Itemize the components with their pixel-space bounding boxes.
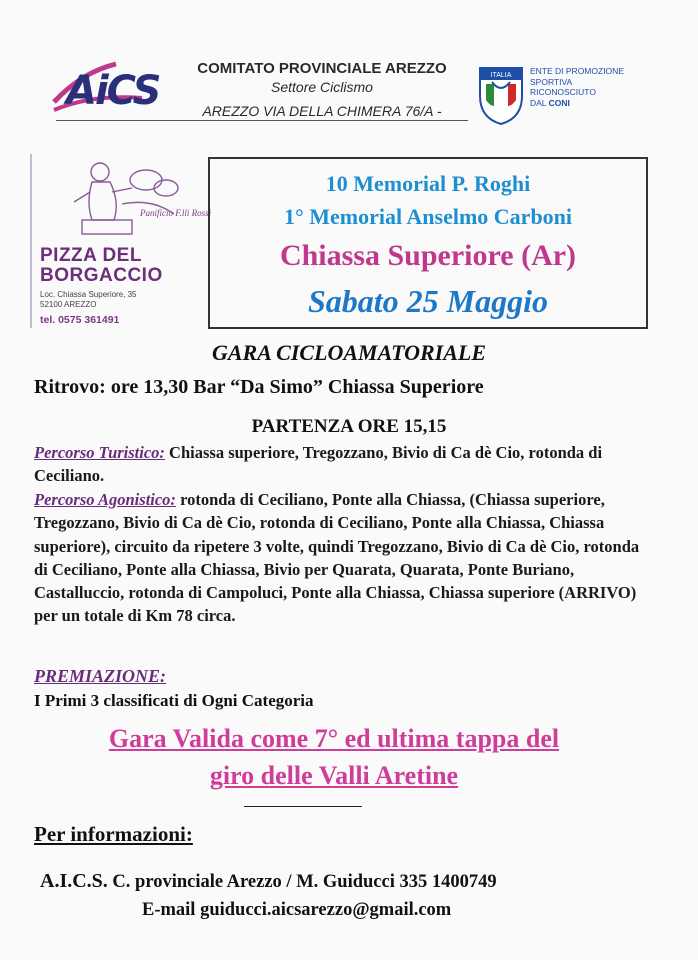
meeting-point bbox=[34, 376, 484, 399]
committee-title: COMITATO PROVINCIALE AREZZO bbox=[197, 60, 447, 77]
aics-logo-text: AiCS bbox=[66, 68, 160, 114]
header-divider bbox=[56, 120, 468, 121]
valid-stage-notice bbox=[0, 720, 668, 794]
contact-email[interactable]: E-mail guiducci.aicsarezzo@gmail.com bbox=[142, 900, 452, 920]
pizzeria-name-line2: BORGACCIO bbox=[40, 265, 163, 286]
memorial-carboni: 1° Memorial Anselmo Carboni bbox=[283, 204, 573, 229]
info-heading: Per informazioni: bbox=[34, 822, 193, 846]
tourist-route bbox=[34, 441, 644, 488]
coni-line-2: SPORTIVA bbox=[530, 76, 573, 87]
coni-badge-text: ITALIA bbox=[490, 72, 512, 79]
competitive-route-label: Percorso Agonistico: bbox=[34, 490, 176, 509]
section-divider bbox=[244, 806, 362, 807]
ritrovo-text: ore 13,30 Bar “Da Simo” Chiassa Superiore bbox=[105, 376, 484, 398]
awards-text: I Primi 3 classificati di Ogni Categoria bbox=[34, 691, 314, 710]
tourist-route-text: Chiassa superiore, Tregozzano, Bivio di Ca dè Cio, rotonda di Ceciliano. bbox=[34, 443, 603, 486]
valid-stage-line1: Gara Valida come 7° ed ultima tappa del bbox=[108, 724, 560, 753]
coni-line-1: ENTE DI PROMOZIONE bbox=[530, 66, 624, 76]
pizzeria-name-line1: PIZZA DEL bbox=[40, 245, 142, 266]
contact-line bbox=[40, 870, 497, 893]
bakery-logo-icon bbox=[62, 158, 212, 242]
coni-line-3: RICONOSCIUTO bbox=[530, 87, 596, 97]
pizzeria-address-line1: Loc. Chiassa Superiore, 35 bbox=[40, 290, 137, 299]
competitive-route bbox=[34, 488, 644, 628]
start-time: PARTENZA ORE 15,15 bbox=[251, 416, 447, 437]
event-location: Chiassa Superiore (Ar) bbox=[279, 239, 577, 272]
contact-org: A.I.C.S. bbox=[40, 870, 108, 892]
event-date: Sabato 25 Maggio bbox=[307, 283, 549, 319]
coni-dal: DAL bbox=[530, 97, 547, 108]
pizzeria-address-line2: 52100 AREZZO bbox=[40, 300, 97, 309]
race-type: GARA CICLOAMATORIALE bbox=[211, 340, 487, 365]
coni-shield-icon bbox=[478, 66, 524, 126]
coni-name: CONI bbox=[548, 97, 570, 108]
contact-details: C. provinciale Arezzo / M. Guiducci 335 1400749 bbox=[107, 872, 497, 892]
pizzeria-name bbox=[40, 246, 163, 286]
sector-subtitle: Settore Ciclismo bbox=[271, 79, 373, 95]
ritrovo-label: Ritrovo: bbox=[34, 376, 106, 398]
committee-address: AREZZO VIA DELLA CHIMERA 76/A - bbox=[202, 103, 442, 119]
aics-swoosh-icon bbox=[52, 58, 170, 120]
pizzeria-phone: tel. 0575 361491 bbox=[40, 314, 120, 326]
awards-heading: PREMIAZIONE: bbox=[34, 666, 167, 686]
pizzeria-address bbox=[40, 290, 137, 310]
valid-stage-line2: giro delle Valli Aretine bbox=[209, 761, 459, 790]
competitive-route-text: rotonda di Ceciliano, Ponte alla Chiassa, (Chiassa superiore, Tregozzano, Bivio di Ca dè Cio, rotonda di Ceciliano, Ponte alla Chiassa, Chiassa superiore), circuito da ripetere 3 volte, quindi Tregozzano, Bivio di Ca dè Cio, rotonda di Ceciliano, Ponte alla Chiassa, Bivio per Quarata, Quarata, Ponte Buriano, Castalluccio, rotonda di Campoluci, Ponte alla Chiassa, Chiassa superiore (ARRIVO) per un totale di Km 78 circa. bbox=[34, 490, 640, 626]
header-center bbox=[176, 60, 468, 119]
memorial-roghi: 10 Memorial P. Roghi bbox=[325, 171, 531, 196]
event-box bbox=[208, 157, 648, 329]
aics-logo bbox=[52, 58, 170, 120]
tourist-route-label: Percorso Turistico: bbox=[34, 443, 165, 462]
sponsor-box bbox=[30, 154, 212, 328]
bakery-logo-text: Panificio F.lli Rossi bbox=[140, 208, 212, 218]
coni-recognition bbox=[530, 66, 640, 108]
